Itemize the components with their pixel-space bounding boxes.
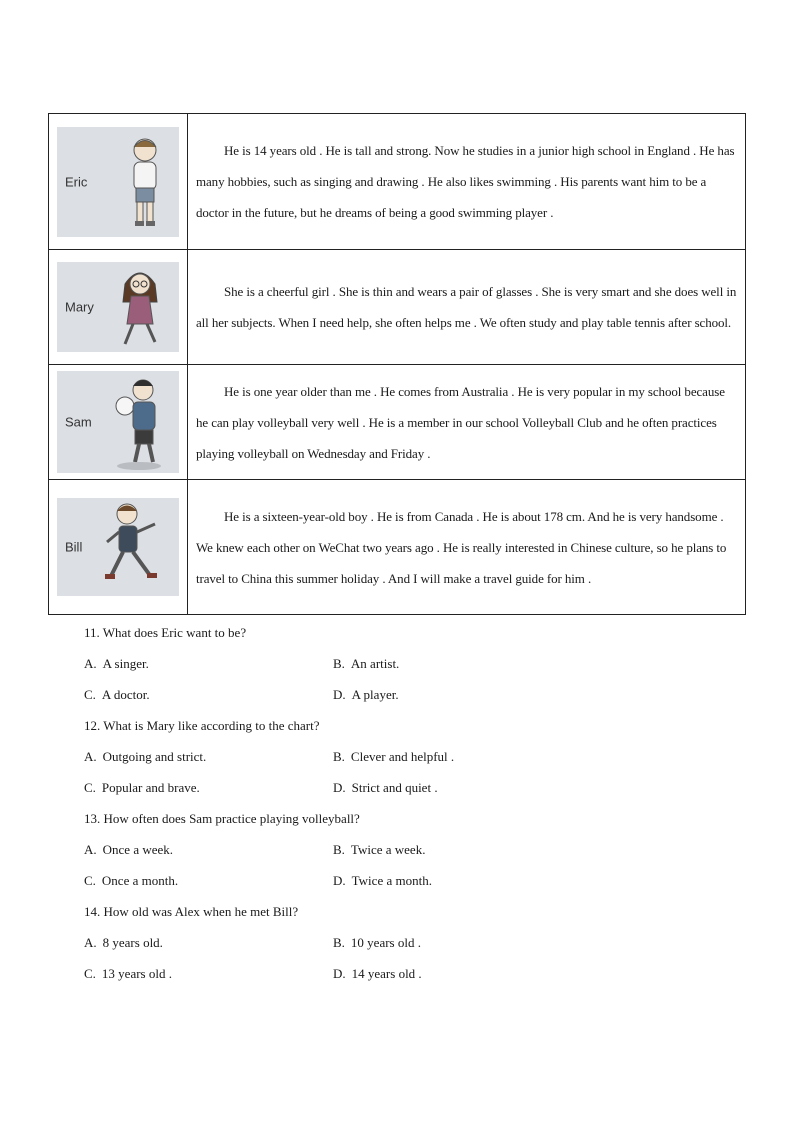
profile-row-mary [49, 250, 746, 365]
profile-picture-cell [49, 250, 188, 365]
profile-picture [57, 371, 179, 473]
profile-picture [57, 127, 179, 237]
question-stem: 13. How often does Sam practice playing volleyball? [84, 811, 360, 826]
option-d: D. Twice a month. [333, 873, 432, 888]
profile-picture [57, 262, 179, 352]
profile-picture-cell [49, 480, 188, 615]
question-12 [84, 710, 644, 803]
option-a: A. 8 years old. [84, 935, 163, 950]
option-d: D. A player. [333, 687, 399, 702]
questions-section [84, 617, 644, 989]
profile-description: He is one year older than me . He comes from Australia . He is very popular in my school because he can play volleyball very well . He is a member in our school Volleyball Club and he often practices playing volleyball on Wednesday and Friday . [188, 365, 746, 480]
profile-picture [57, 498, 179, 596]
boy-running-illustration [101, 498, 165, 596]
boy-with-volleyball-illustration [109, 371, 165, 473]
question-14 [84, 896, 644, 989]
profile-description: She is a cheerful girl . She is thin and wears a pair of glasses . She is very smart and she does well in all her subjects. When I need help, she often helps me . We often study and play table tennis after school. [188, 250, 746, 365]
question-11 [84, 617, 644, 710]
profile-picture-cell [49, 365, 188, 480]
question-stem: 11. What does Eric want to be? [84, 625, 247, 640]
girl-with-glasses-illustration [115, 262, 165, 352]
option-c: C. 13 years old . [84, 966, 172, 981]
profiles-table [48, 113, 746, 615]
option-c: C. Once a month. [84, 873, 179, 888]
option-d: D. 14 years old . [333, 966, 422, 981]
option-c: C. A doctor. [84, 687, 150, 702]
option-a: A. A singer. [84, 656, 149, 671]
profile-description: He is 14 years old . He is tall and strong. Now he studies in a junior high school in England . He has many hobbies, such as singing and drawing . He also likes swimming . His parents want him to be a doctor in the future, but he dreams of being a good swimming player . [188, 114, 746, 250]
profile-picture-cell [49, 114, 188, 250]
option-c: C. Popular and brave. [84, 780, 200, 795]
option-b: B. Clever and helpful . [333, 749, 455, 764]
profile-name: Mary [65, 299, 94, 315]
profile-name: Sam [65, 414, 92, 430]
option-a: A. Outgoing and strict. [84, 749, 207, 764]
profile-name: Eric [65, 174, 88, 189]
profile-row-eric [49, 114, 746, 250]
profile-description: He is a sixteen-year-old boy . He is from Canada . He is about 178 cm. And he is very handsome . We knew each other on WeChat two years ago . He is really interested in Chinese culture, so he plans to travel to China this summer holiday . And I will make a travel guide for him . [188, 480, 746, 615]
option-d: D. Strict and quiet . [333, 780, 438, 795]
option-b: B. An artist. [333, 656, 400, 671]
question-stem: 12. What is Mary like according to the chart? [84, 718, 320, 733]
option-b: B. Twice a week. [333, 842, 426, 857]
option-b: B. 10 years old . [333, 935, 421, 950]
question-stem: 14. How old was Alex when he met Bill? [84, 904, 299, 919]
boy-standing-illustration [125, 127, 165, 237]
profile-name: Bill [65, 539, 83, 555]
profile-row-bill [49, 480, 746, 615]
option-a: A. Once a week. [84, 842, 174, 857]
profile-row-sam [49, 365, 746, 480]
question-13 [84, 803, 644, 896]
